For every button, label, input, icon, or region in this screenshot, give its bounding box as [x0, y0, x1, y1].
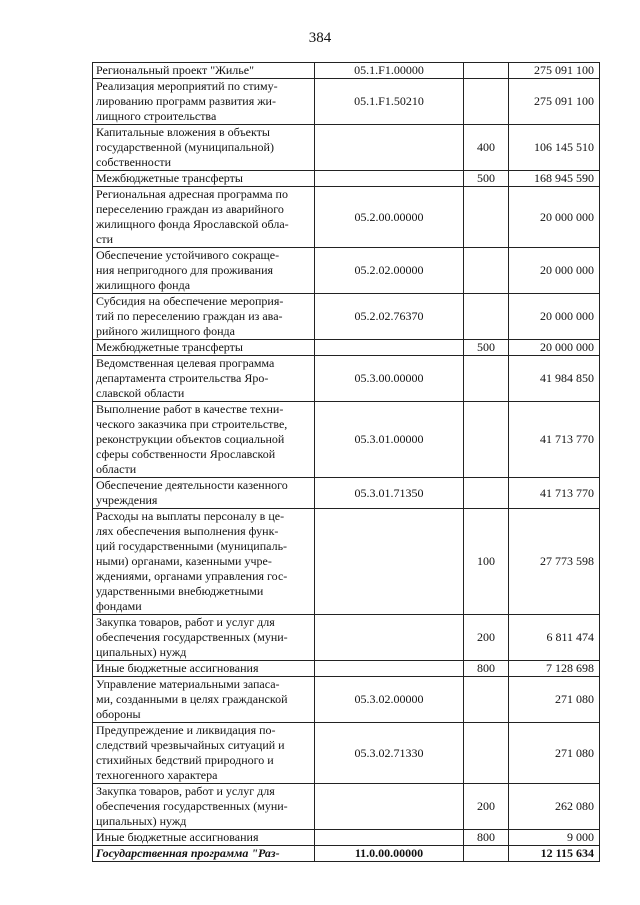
- table-row: [93, 784, 600, 830]
- table-row: [93, 171, 600, 187]
- row-expense-type-cell: [464, 478, 509, 509]
- row-sum-cell: 12 115 634: [509, 846, 600, 862]
- row-name-cell: Субсидия на обеспечение мероприя- тий по переселению граждан из ава- рийного жилищного фонда: [93, 294, 315, 340]
- row-code-cell: 05.3.02.00000: [315, 677, 464, 723]
- row-name-cell: Управление материальными запаса- ми, созданными в целях гражданской обороны: [93, 677, 315, 723]
- row-code-cell: 05.1.F1.00000: [315, 63, 464, 79]
- row-expense-type-cell: [464, 723, 509, 784]
- row-expense-type-cell: [464, 677, 509, 723]
- row-expense-type-cell: [464, 187, 509, 248]
- row-sum-cell: 6 811 474: [509, 615, 600, 661]
- table-row: [93, 615, 600, 661]
- row-expense-type-cell: 800: [464, 661, 509, 677]
- row-expense-type-cell: 400: [464, 125, 509, 171]
- row-name-cell: Капитальные вложения в объекты государственной (муниципальной) собственности: [93, 125, 315, 171]
- row-name-cell: Закупка товаров, работ и услуг для обеспечения государственных (муни- ципальных) нужд: [93, 784, 315, 830]
- row-expense-type-cell: [464, 248, 509, 294]
- row-sum-cell: 275 091 100: [509, 63, 600, 79]
- row-name-cell: Государственная программа "Раз-: [93, 846, 315, 862]
- row-code-cell: 05.2.02.00000: [315, 248, 464, 294]
- row-sum-cell: 41 713 770: [509, 402, 600, 478]
- row-code-cell: [315, 830, 464, 846]
- row-name-cell: Закупка товаров, работ и услуг для обеспечения государственных (муни- ципальных) нужд: [93, 615, 315, 661]
- table-row: [93, 509, 600, 615]
- table-row: [93, 63, 600, 79]
- row-code-cell: 05.3.00.00000: [315, 356, 464, 402]
- row-sum-cell: 275 091 100: [509, 79, 600, 125]
- table-row: [93, 187, 600, 248]
- row-name-cell: Межбюджетные трансферты: [93, 340, 315, 356]
- table-row: [93, 846, 600, 862]
- row-sum-cell: 262 080: [509, 784, 600, 830]
- row-name-cell: Реализация мероприятий по стиму- лированию программ развития жи- лищного строительства: [93, 79, 315, 125]
- row-expense-type-cell: [464, 294, 509, 340]
- row-name-cell: Расходы на выплаты персоналу в це- лях обеспечения выполнения функ- ций государственными (муниципаль- ными) органами, казенными учре- ждениями, органами управления гос- ударственными внебюджетными фондами: [93, 509, 315, 615]
- row-code-cell: [315, 661, 464, 677]
- row-sum-cell: 106 145 510: [509, 125, 600, 171]
- row-sum-cell: 27 773 598: [509, 509, 600, 615]
- row-sum-cell: 168 945 590: [509, 171, 600, 187]
- table-row: [93, 661, 600, 677]
- row-sum-cell: 7 128 698: [509, 661, 600, 677]
- row-code-cell: [315, 340, 464, 356]
- row-sum-cell: 9 000: [509, 830, 600, 846]
- row-code-cell: [315, 784, 464, 830]
- row-code-cell: 05.3.02.71330: [315, 723, 464, 784]
- row-code-cell: [315, 509, 464, 615]
- table-row: [93, 723, 600, 784]
- row-code-cell: 05.1.F1.50210: [315, 79, 464, 125]
- budget-table: [92, 62, 600, 862]
- row-sum-cell: 20 000 000: [509, 294, 600, 340]
- row-expense-type-cell: [464, 356, 509, 402]
- table-row: [93, 478, 600, 509]
- row-code-cell: 05.3.01.00000: [315, 402, 464, 478]
- row-expense-type-cell: 200: [464, 615, 509, 661]
- row-sum-cell: 41 713 770: [509, 478, 600, 509]
- row-name-cell: Региональная адресная программа по переселению граждан из аварийного жилищного фонда Ярославской обла- сти: [93, 187, 315, 248]
- row-code-cell: [315, 171, 464, 187]
- row-expense-type-cell: [464, 402, 509, 478]
- row-code-cell: 05.2.00.00000: [315, 187, 464, 248]
- row-expense-type-cell: 800: [464, 830, 509, 846]
- row-name-cell: Региональный проект "Жилье": [93, 63, 315, 79]
- table-row: [93, 248, 600, 294]
- table-row: [93, 402, 600, 478]
- row-sum-cell: 271 080: [509, 677, 600, 723]
- row-sum-cell: 20 000 000: [509, 340, 600, 356]
- table-row: [93, 830, 600, 846]
- row-expense-type-cell: [464, 63, 509, 79]
- budget-table-body: [93, 63, 600, 862]
- table-row: [93, 294, 600, 340]
- table-row: [93, 677, 600, 723]
- row-name-cell: Обеспечение устойчивого сокраще- ния непригодного для проживания жилищного фонда: [93, 248, 315, 294]
- row-name-cell: Выполнение работ в качестве техни- ческого заказчика при строительстве, реконструкции объектов социальной сферы собственности Ярославской области: [93, 402, 315, 478]
- row-code-cell: [315, 125, 464, 171]
- row-code-cell: 05.2.02.76370: [315, 294, 464, 340]
- row-name-cell: Ведомственная целевая программа департамента строительства Яро- славской области: [93, 356, 315, 402]
- row-name-cell: Иные бюджетные ассигнования: [93, 661, 315, 677]
- row-name-cell: Обеспечение деятельности казенного учреждения: [93, 478, 315, 509]
- row-name-cell: Межбюджетные трансферты: [93, 171, 315, 187]
- page-number: 384: [308, 30, 332, 46]
- table-row: [93, 79, 600, 125]
- row-sum-cell: 41 984 850: [509, 356, 600, 402]
- row-expense-type-cell: 200: [464, 784, 509, 830]
- row-sum-cell: 271 080: [509, 723, 600, 784]
- row-expense-type-cell: 500: [464, 340, 509, 356]
- row-expense-type-cell: [464, 846, 509, 862]
- row-name-cell: Иные бюджетные ассигнования: [93, 830, 315, 846]
- table-row: [93, 340, 600, 356]
- row-code-cell: [315, 615, 464, 661]
- row-code-cell: 05.3.01.71350: [315, 478, 464, 509]
- row-expense-type-cell: [464, 79, 509, 125]
- table-row: [93, 356, 600, 402]
- table-row: [93, 125, 600, 171]
- row-expense-type-cell: 500: [464, 171, 509, 187]
- row-sum-cell: 20 000 000: [509, 248, 600, 294]
- row-expense-type-cell: 100: [464, 509, 509, 615]
- row-name-cell: Предупреждение и ликвидация по- следствий чрезвычайных ситуаций и стихийных бедствий природного и техногенного характера: [93, 723, 315, 784]
- row-code-cell: 11.0.00.00000: [315, 846, 464, 862]
- row-sum-cell: 20 000 000: [509, 187, 600, 248]
